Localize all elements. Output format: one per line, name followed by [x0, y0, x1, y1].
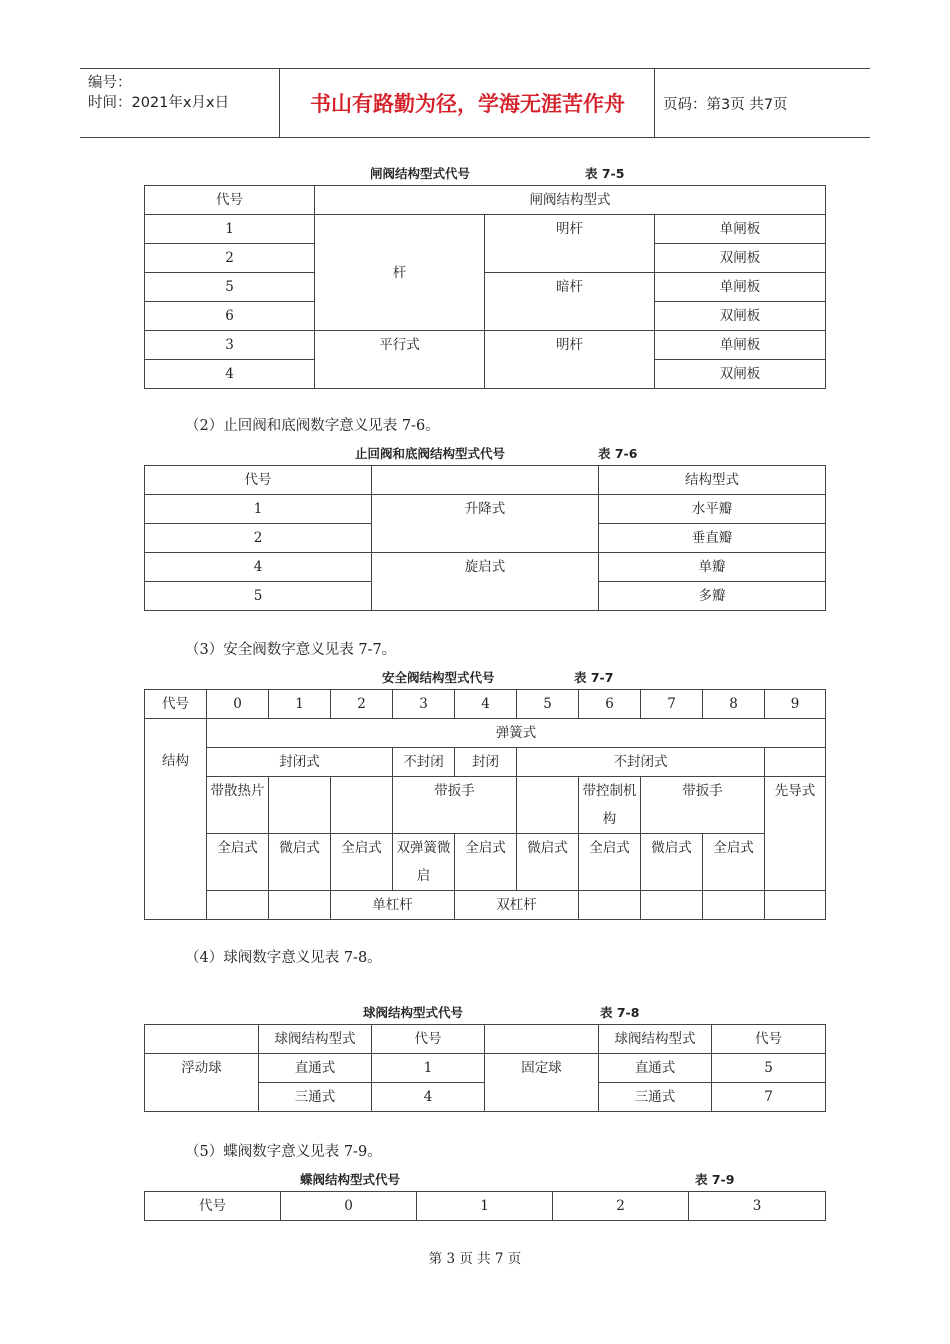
blank-cell	[641, 891, 703, 920]
table-7-7-number: 表 7-7	[574, 670, 614, 685]
lift-cell: 全启式	[703, 834, 765, 891]
header-code: 代号	[145, 690, 207, 719]
lift-cell: 微启式	[517, 834, 579, 891]
header-code: 代号	[712, 1025, 826, 1054]
table-7-7-title: 安全阀结构型式代号	[382, 670, 495, 685]
paragraph-3: （3）安全阀数字意义见表 7-7。	[185, 642, 397, 658]
double-gate: 双闸板	[655, 302, 826, 331]
code-cell: 5	[145, 582, 372, 611]
spring-cell: 弹簧式	[207, 719, 826, 748]
dark-rod-cell: 暗杆	[485, 273, 655, 331]
code-cell: 1	[269, 690, 331, 719]
with-wrench2-cell: 带扳手	[641, 777, 765, 834]
code-cell: 0	[281, 1192, 417, 1221]
header-form: 球阀结构型式	[599, 1025, 712, 1054]
sealed2-cell: 封闭	[455, 748, 517, 777]
code-cell: 3	[393, 690, 455, 719]
lift-cell: 双弹簧微启	[393, 834, 455, 891]
code-cell: 1	[372, 1054, 485, 1083]
page-label: 页码：第3页 共7页	[663, 96, 788, 113]
code-cell: 6	[145, 302, 315, 331]
header-form: 结构型式	[599, 466, 826, 495]
code-cell: 2	[145, 524, 372, 553]
code-cell: 3	[689, 1192, 826, 1221]
code-cell: 6	[579, 690, 641, 719]
table-7-5	[144, 185, 826, 389]
table-7-9	[144, 1191, 826, 1221]
table-7-6-number: 表 7-6	[598, 446, 638, 461]
page-header	[80, 68, 870, 138]
single-gate: 单闸板	[655, 331, 826, 360]
code-cell: 5	[712, 1054, 826, 1083]
code-cell: 4	[145, 360, 315, 389]
header-code: 代号	[145, 466, 372, 495]
with-fin-cell: 带散热片	[207, 777, 269, 834]
lift-cell: 全启式	[455, 834, 517, 891]
form-cell: 垂直瓣	[599, 524, 826, 553]
code-cell: 4	[372, 1083, 485, 1112]
motto: 书山有路勤为径，学海无涯苦作舟	[281, 69, 655, 137]
header-code: 代号	[145, 1192, 281, 1221]
single-gate: 单闸板	[655, 273, 826, 302]
blank-cell	[269, 777, 331, 834]
lift-cell: 微启式	[641, 834, 703, 891]
lift-cell: 全启式	[331, 834, 393, 891]
with-control-cell: 带控制机构	[579, 777, 641, 834]
open-rod-cell: 明杆	[485, 331, 655, 389]
code-cell: 7	[712, 1083, 826, 1112]
code-cell: 7	[641, 690, 703, 719]
pilot-cell: 先导式	[765, 777, 826, 891]
table-7-5-title: 闸阀结构型式代号	[370, 166, 471, 181]
code-cell: 5	[145, 273, 315, 302]
code-cell: 1	[417, 1192, 553, 1221]
unsealed-type-cell: 不封闭式	[517, 748, 765, 777]
lift-cell: 升降式	[372, 495, 599, 553]
blank-cell	[207, 891, 269, 920]
header-code: 代号	[145, 186, 315, 215]
page-footer: 第 3 页 共 7 页	[428, 1251, 522, 1267]
code-cell: 1	[145, 495, 372, 524]
code-cell: 0	[207, 690, 269, 719]
code-cell: 9	[765, 690, 826, 719]
blank-cell	[485, 1025, 599, 1054]
rod-cell: 杆	[315, 215, 485, 331]
with-wrench-cell: 带扳手	[393, 777, 517, 834]
swing-cell: 旋启式	[372, 553, 599, 611]
three-way-cell: 三通式	[259, 1083, 372, 1112]
lift-cell: 全启式	[207, 834, 269, 891]
code-cell: 2	[145, 244, 315, 273]
paragraph-5: （5）蝶阀数字意义见表 7-9。	[185, 1144, 382, 1160]
double-lever-cell: 双杠杆	[455, 891, 579, 920]
blank-cell	[145, 1025, 259, 1054]
fixed-ball-cell: 固定球	[485, 1054, 599, 1112]
sealed-cell: 封闭式	[207, 748, 393, 777]
double-gate: 双闸板	[655, 244, 826, 273]
code-cell: 3	[145, 331, 315, 360]
table-7-8-number: 表 7-8	[600, 1005, 640, 1020]
paragraph-4: （4）球阀数字意义见表 7-8。	[185, 950, 382, 966]
table-7-6	[144, 465, 826, 611]
lift-cell: 微启式	[269, 834, 331, 891]
three-way-cell: 三通式	[599, 1083, 712, 1112]
header-code: 代号	[372, 1025, 485, 1054]
open-rod-cell: 明杆	[485, 215, 655, 273]
table-7-9-number: 表 7-9	[695, 1172, 735, 1187]
structure-cell: 结构	[145, 719, 207, 920]
blank-cell	[517, 777, 579, 834]
table-7-8	[144, 1024, 826, 1112]
floating-ball-cell: 浮动球	[145, 1054, 259, 1112]
straight-cell: 直通式	[599, 1054, 712, 1083]
code-cell: 1	[145, 215, 315, 244]
single-lever-cell: 单杠杆	[331, 891, 455, 920]
header-blank	[372, 466, 599, 495]
blank-cell	[331, 777, 393, 834]
blank-cell	[765, 891, 826, 920]
table-7-7	[144, 689, 826, 920]
blank-cell	[703, 891, 765, 920]
code-cell: 2	[553, 1192, 689, 1221]
form-cell: 多瓣	[599, 582, 826, 611]
blank-cell	[765, 748, 826, 777]
code-cell: 4	[145, 553, 372, 582]
paragraph-2: （2）止回阀和底阀数字意义见表 7-6。	[185, 418, 440, 434]
code-cell: 4	[455, 690, 517, 719]
table-7-6-title: 止回阀和底阀结构型式代号	[355, 446, 506, 461]
lift-cell: 全启式	[579, 834, 641, 891]
table-7-5-number: 表 7-5	[585, 166, 625, 181]
number-label: 编号：	[88, 75, 132, 91]
form-cell: 单瓣	[599, 553, 826, 582]
single-gate: 单闸板	[655, 215, 826, 244]
header-form: 闸阀结构型式	[315, 186, 826, 215]
table-7-9-title: 蝶阀结构型式代号	[300, 1172, 401, 1187]
header-form: 球阀结构型式	[259, 1025, 372, 1054]
blank-cell	[579, 891, 641, 920]
straight-cell: 直通式	[259, 1054, 372, 1083]
double-gate: 双闸板	[655, 360, 826, 389]
unsealed-cell: 不封闭	[393, 748, 455, 777]
parallel-cell: 平行式	[315, 331, 485, 389]
code-cell: 8	[703, 690, 765, 719]
header-meta	[80, 69, 280, 137]
time-label: 时间：2021年x月x日	[88, 95, 230, 111]
blank-cell	[269, 891, 331, 920]
form-cell: 水平瓣	[599, 495, 826, 524]
table-7-8-title: 球阀结构型式代号	[363, 1005, 464, 1020]
code-cell: 2	[331, 690, 393, 719]
code-cell: 5	[517, 690, 579, 719]
